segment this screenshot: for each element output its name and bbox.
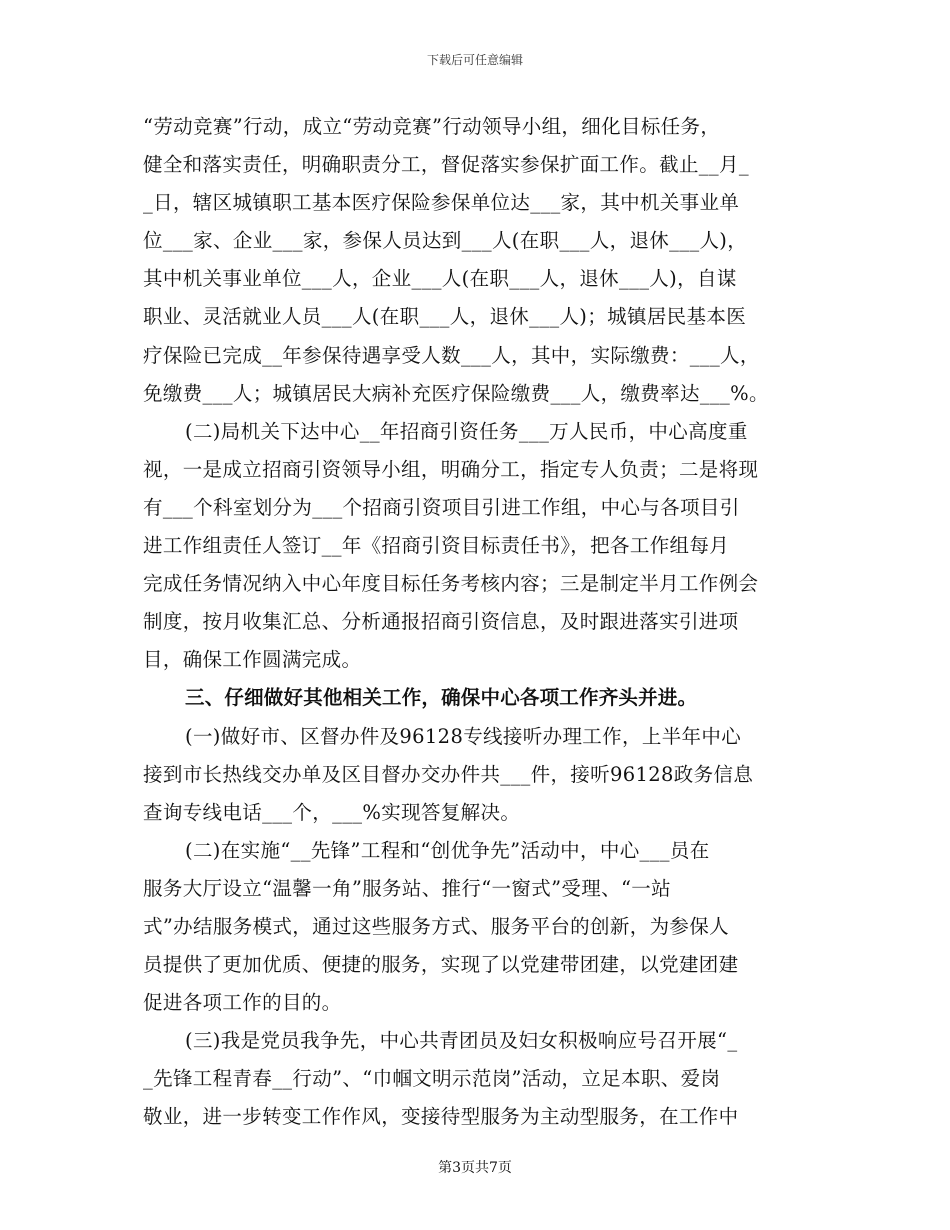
- body-line: _日，辖区城镇职工基本医疗保险参保单位达___家，其中机关事业单: [143, 191, 740, 215]
- body-line: “劳动竞赛”行动，成立“劳动竞赛”行动领导小组，细化目标任务，: [143, 115, 721, 138]
- body-line: 免缴费___人；城镇居民大病补充医疗保险缴费___人，缴费率达___%。: [143, 381, 769, 405]
- paragraph-start-line: (二)在实施“__先锋”工程和“创优争先”活动中，中心___员在: [185, 838, 710, 862]
- body-line: 其中机关事业单位___人，企业___人(在职___人，退休___人)，自谋: [143, 267, 737, 291]
- paragraph-start-line: (一)做好市、区督办件及96128专线接听办理工作，上半年中心: [185, 724, 742, 748]
- page-number-footer: 第3页共7页: [438, 1160, 512, 1176]
- document-body: [143, 108, 808, 1137]
- body-line: 有___个科室划分为___个招商引资项目引进工作组，中心与各项目引: [143, 495, 740, 519]
- body-line: 疗保险已完成__年参保待遇享受人数___人，其中，实际缴费：___人，: [143, 343, 760, 367]
- body-line: 员提供了更加优质、便捷的服务，实现了以党建带团建，以党建团建: [143, 953, 739, 977]
- body-line: 敬业，进一步转变工作作风，变接待型服务为主动型服务，在工作中: [143, 1105, 739, 1129]
- section-heading: 三、仔细做好其他相关工作，确保中心各项工作齐头并进。: [185, 686, 698, 710]
- paragraph-start-line: (二)局机关下达中心__年招商引资任务___万人民币，中心高度重: [185, 419, 748, 443]
- paragraph-start-line: (三)我是党员我争先，中心共青团员及妇女积极响应号召开展“_: [185, 1029, 738, 1053]
- body-line: _先锋工程青春__行动”、“巾帼文明示范岗”活动，立足本职、爱岗: [143, 1067, 721, 1091]
- body-line: 职业、灵活就业人员___人(在职___人，退休___人)；城镇居民基本医: [143, 305, 747, 329]
- body-line: 促进各项工作的目的。: [143, 991, 342, 1015]
- body-line: 完成任务情况纳入中心年度目标任务考核内容；三是制定半月工作例会: [143, 572, 759, 596]
- body-line: 接到市长热线交办单及区目督办交办件共___件，接听96128政务信息: [143, 762, 754, 786]
- body-line: 视，一是成立招商引资领导小组，明确分工，指定专人负责；二是将现: [143, 457, 759, 481]
- body-line: 进工作组责任人签订__年《招商引资目标责任书》，把各工作组每月: [143, 534, 730, 558]
- body-line: 式”办结服务模式，通过这些服务方式、服务平台的创新，为参保人: [143, 914, 729, 938]
- body-line: 查询专线电话___个，___%实现答复解决。: [143, 800, 521, 824]
- body-line: 制度，按月收集汇总、分析通报招商引资信息，及时跟进落实引进项: [143, 610, 739, 634]
- body-line: 服务大厅设立“温馨一角”服务站、推行“一窗式”受理、“一站: [143, 876, 671, 900]
- body-line: 目，确保工作圆满完成。: [143, 648, 362, 672]
- body-line: 位___家、企业___家，参保人员达到___人(在职___人，退休___人)，: [143, 229, 748, 253]
- page-header-note: 下载后可任意编辑: [426, 53, 523, 67]
- body-line: 健全和落实责任，明确职责分工，督促落实参保扩面工作。截止__月_: [143, 153, 749, 177]
